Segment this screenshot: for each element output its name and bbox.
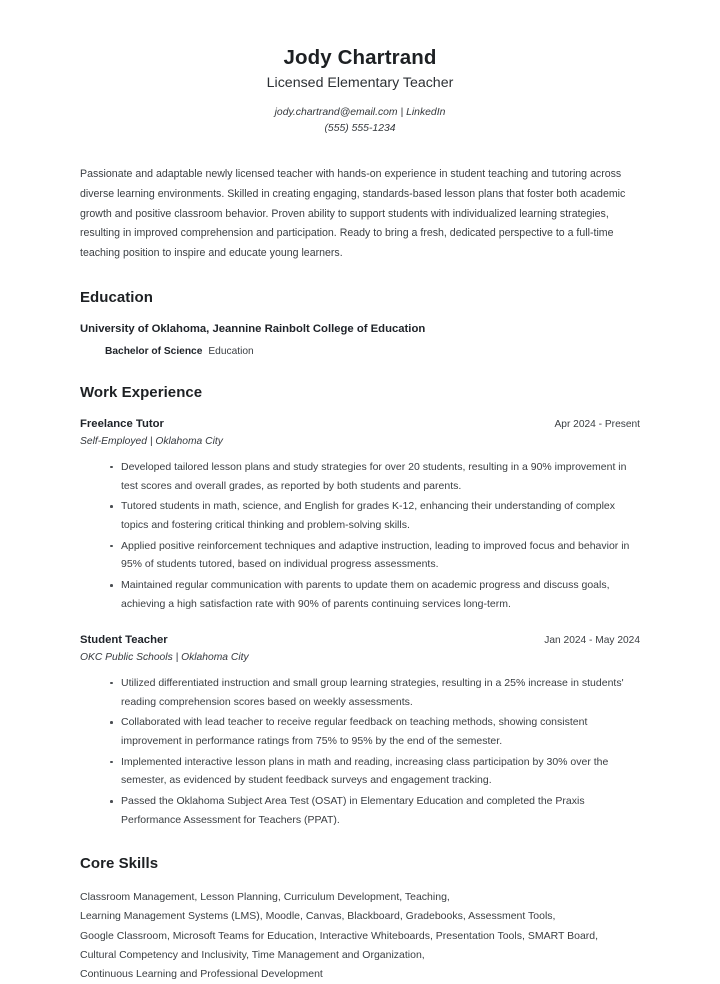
job-dates: Apr 2024 - Present bbox=[554, 419, 640, 431]
core-skills-line: Classroom Management, Lesson Planning, Curriculum Development, Teaching, bbox=[80, 891, 450, 904]
professional-summary: Passionate and adaptable newly licensed teacher with hands-on experience in student teaching and tutoring across diverse learning environments. Skilled in creating engaging, standards-based lesson plans that foster both academic growth and positive classroom behavior. Proven ability to support students with individualized learning strategies, resulting in improved comprehension and participation. Ready to bring a fresh, dedicated perspective to a full-time teaching position to inspire and educate young learners. bbox=[80, 168, 626, 259]
job-entry bbox=[80, 417, 640, 613]
education-section-title: Education bbox=[80, 289, 153, 307]
job-role: Freelance Tutor bbox=[80, 418, 164, 431]
email-text: jody.chartrand@email.com bbox=[274, 107, 398, 119]
resume-header bbox=[80, 0, 640, 135]
education-degree-row bbox=[105, 345, 640, 358]
job-bullet: Maintained regular communication with parents to update them on academic progress and discuss goals, achieving a high satisfaction rate with 90% of parents continuing services long-term. bbox=[80, 576, 640, 613]
linkedin-link[interactable]: LinkedIn bbox=[406, 107, 446, 119]
phone-text: (555) 555-1234 bbox=[324, 123, 396, 135]
core-skills-line: Cultural Competency and Inclusivity, Time Management and Organization, bbox=[80, 948, 425, 961]
job-bullet: Applied positive reinforcement techniques and adaptive instruction, leading to improved focus and behavior in 95% of students tutored, based on individual progress assessments. bbox=[80, 537, 640, 574]
job-entry bbox=[80, 633, 640, 829]
contact-line-primary bbox=[80, 106, 640, 119]
job-header-row bbox=[80, 633, 640, 648]
work-experience-section bbox=[80, 384, 640, 829]
core-skills-section bbox=[80, 855, 640, 984]
job-bullet: Implemented interactive lesson plans in math and reading, increasing class participation by 30% over the semester, as evidenced by student feedback surveys and engagement tracking. bbox=[80, 753, 640, 790]
job-dates: Jan 2024 - May 2024 bbox=[544, 635, 640, 647]
job-bullet: Tutored students in math, science, and English for grades K-12, enhancing their understanding of complex topics and fostering critical thinking and problem-solving skills. bbox=[80, 497, 640, 534]
job-company-location: Self-Employed | Oklahoma City bbox=[80, 435, 223, 447]
job-bullet: Collaborated with lead teacher to receive regular feedback on teaching methods, showing consistent improvement in performance ratings from 75% to 95% by the end of the semester. bbox=[80, 713, 640, 750]
core-skills-line: Google Classroom, Microsoft Teams for Education, Interactive Whiteboards, Presentation Tools, SMART Board, bbox=[80, 929, 599, 942]
candidate-job-title: Licensed Elementary Teacher bbox=[266, 75, 454, 92]
education-field: Education bbox=[208, 346, 254, 357]
job-bullet: Developed tailored lesson plans and study strategies for over 20 students, resulting in a 90% improvement in test scores and overall grades, as reported by both students and parents. bbox=[80, 458, 640, 495]
core-skills-line: Learning Management Systems (LMS), Moodle, Canvas, Blackboard, Gradebooks, Assessment Tools, bbox=[80, 910, 556, 923]
job-bullet: Utilized differentiated instruction and small group learning strategies, resulting in a 25% increase in students' reading comprehension scores based on weekly assessments. bbox=[80, 674, 640, 711]
core-skills-line: Continuous Learning and Professional Development bbox=[80, 967, 323, 980]
education-section bbox=[80, 289, 640, 358]
contact-separator: | bbox=[400, 107, 404, 119]
job-bullet: Passed the Oklahoma Subject Area Test (OSAT) in Elementary Education and completed the Praxis Performance Assessment for Teachers (PPAT). bbox=[80, 792, 640, 829]
job-role: Student Teacher bbox=[80, 634, 168, 647]
education-school-name: University of Oklahoma, Jeannine Rainbolt College of Education bbox=[80, 323, 426, 336]
job-bullet-list bbox=[80, 674, 640, 830]
education-entry bbox=[80, 322, 640, 358]
core-skills-list bbox=[80, 888, 640, 984]
job-company-location: OKC Public Schools | Oklahoma City bbox=[80, 651, 249, 663]
work-experience-section-title: Work Experience bbox=[80, 384, 203, 402]
job-bullet-list bbox=[80, 458, 640, 614]
education-degree: Bachelor of Science bbox=[105, 346, 203, 357]
candidate-name: Jody Chartrand bbox=[283, 46, 437, 69]
core-skills-section-title: Core Skills bbox=[80, 855, 159, 873]
job-header-row bbox=[80, 417, 640, 432]
